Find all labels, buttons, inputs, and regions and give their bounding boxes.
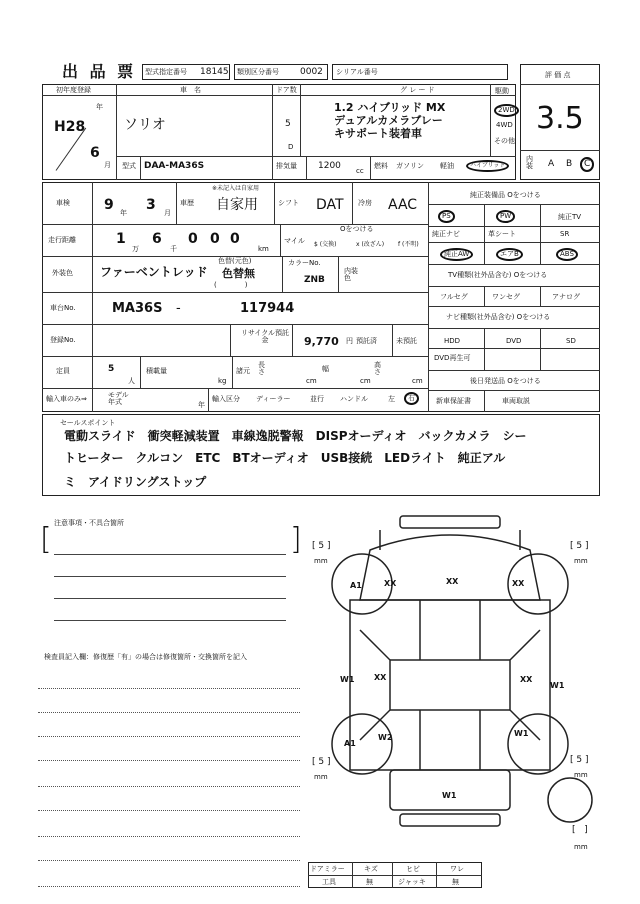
model-year-unit: 年 [198, 401, 205, 409]
certify-label: 型式指定番号 [145, 68, 187, 76]
model-label: 型式 [122, 162, 136, 170]
history-note: ※未記入は自家用 [212, 185, 260, 192]
recycle-unit: 円 [346, 337, 353, 345]
mark-w2: W2 [378, 733, 393, 742]
interior-a: A [548, 159, 555, 169]
mileage-d4: 0 [210, 231, 220, 247]
mark-w1-left: W1 [340, 675, 355, 684]
displacement-value: 1200 [318, 161, 341, 171]
color-value: ファーベントレッド [100, 265, 208, 279]
table-r2: 無 [366, 878, 373, 886]
serial-label: シリアル番号 [336, 68, 378, 76]
reg-label: 初年度登録 [56, 86, 91, 94]
chassis-dash: - [176, 301, 181, 316]
color-code: ZNB [304, 275, 325, 285]
inspection-month-unit: 月 [164, 209, 171, 217]
table-h3: ヒビ [406, 865, 420, 873]
equip-title: 純正装備品 Oをつける [470, 191, 541, 199]
mileage-label: 走行距離 [48, 236, 76, 244]
height-label: 高さ [374, 361, 381, 376]
fuel-gasoline: ガソリン [396, 162, 424, 170]
load-label: 積載量 [146, 367, 167, 375]
equip-pw: PW [496, 210, 515, 223]
aircon-value: AAC [388, 197, 418, 213]
mile-unknown: f (不明) [398, 241, 419, 248]
equip-navi: 純正ナビ [432, 230, 460, 238]
sales-line1: 電動スライド 衝突軽減装置 車線逸脱警報 DISPオーディオ バックカメラ シー [64, 429, 527, 443]
mm-unit-left-top: mm [314, 557, 328, 565]
table-r4: 無 [452, 878, 459, 886]
recycle-unpaid: 未預託 [396, 337, 417, 345]
doors-count: 5 [285, 119, 291, 129]
mm-label-right-bottom: [ 5 ] [570, 755, 589, 765]
rating-score: 3.5 [536, 101, 584, 136]
import-kubun: 輸入区分 [212, 395, 240, 403]
inspection-year: 9 [104, 197, 114, 213]
class-label: 類別区分番号 [237, 68, 279, 76]
mileage-d1: 1 [116, 231, 126, 247]
equip-ps: PS [438, 210, 455, 223]
later-title: 後日発送品 Oをつける [470, 377, 541, 385]
sales-label: セールスポイント [60, 419, 116, 427]
navi-dvd: DVD [506, 337, 522, 345]
class-number: 0002 [300, 67, 323, 77]
width-unit: cm [360, 377, 371, 385]
reg-month-label: 月 [104, 161, 111, 169]
mark-xx-mr: XX [520, 675, 533, 684]
chassis-prefix: MA36S [112, 301, 163, 316]
mark-xx-fr: XX [512, 579, 525, 588]
equip-tv: 純正TV [558, 213, 582, 221]
mileage-d5: 0 [230, 231, 240, 247]
color-change-label: 色替(元色) [218, 257, 252, 265]
drive-label: 駆動 [495, 87, 509, 95]
table-h2: キズ [364, 865, 378, 873]
color-code-label: カラーNo. [288, 259, 321, 267]
tv-fullseg: フルセグ [440, 293, 468, 301]
shift-value: DAT [316, 197, 344, 213]
recycle-label: リサイクル預託金 [240, 329, 290, 344]
handle-right: 右 [404, 392, 419, 405]
equip-aw: 純正AW [440, 248, 473, 261]
aircon-label: 冷房 [358, 199, 372, 207]
import-label: 輸入車のみ⇒ [46, 395, 87, 403]
grade-label: グ レ ー ド [400, 86, 435, 94]
model-year-label: モデル年式 [108, 391, 129, 406]
rating-label: 評 価 点 [545, 71, 571, 79]
mm-label-bottom: [ ] [572, 825, 588, 835]
navi-hdd: HDD [444, 337, 461, 345]
mark-xx-top: XX [446, 577, 459, 586]
handle-left: 左 [388, 395, 395, 403]
mark-a1-top: A1 [350, 581, 362, 590]
dvd-playback: DVD再生可 [434, 354, 471, 362]
later-warranty: 新車保証書 [436, 397, 471, 405]
inspection-label: 車検 [56, 199, 70, 207]
doors-suffix: D [288, 143, 294, 151]
mark-w1-right: W1 [550, 681, 565, 690]
notes-bracket-left: [ [40, 522, 52, 557]
chassis-label: 車台No. [50, 304, 76, 312]
name-label: 車 名 [180, 86, 201, 94]
navitype-title: ナビ種類(社外品含む) Oをつける [446, 313, 551, 321]
later-manual: 車両取説 [502, 397, 530, 405]
displacement-label: 排気量 [276, 162, 297, 170]
reg-year-label: 年 [96, 103, 103, 111]
grade-line3: キサポート装着車 [334, 127, 422, 140]
mm-unit-bottom: mm [574, 843, 588, 851]
import-dealer: ディーラー [256, 395, 291, 403]
model-code: DAA-MA36S [144, 161, 205, 171]
grade-line2: デュアルカメラブレー [334, 114, 443, 127]
drive-2wd: 2WD [494, 104, 519, 117]
doors-label: ドア数 [276, 86, 297, 94]
mark-w1-bottom-right: W1 [514, 729, 529, 738]
color-paren: ( ) [214, 281, 248, 289]
mark-w1-rear: W1 [442, 791, 457, 800]
shift-label: シフト [278, 199, 299, 207]
equip-leather: 革シート [488, 230, 516, 238]
length-label: 長さ [258, 361, 265, 376]
displacement-unit: cc [356, 167, 364, 175]
mm-unit-left-bottom: mm [314, 773, 328, 781]
sales-line3: ミ アイドリングストップ [64, 475, 207, 489]
mm-label-left-bottom: [ 5 ] [312, 757, 331, 767]
mm-label-left-top: [ 5 ] [312, 541, 331, 551]
mm-unit-right-bottom: mm [574, 771, 588, 779]
import-parallel: 並行 [310, 395, 324, 403]
interior-c: C [580, 157, 594, 172]
mile-label: マイル [284, 237, 305, 245]
tvtype-title: TV種類(社外品含む) Oをつける [448, 271, 548, 279]
navi-sd: SD [566, 337, 576, 345]
mileage-man: 万 [132, 245, 139, 253]
mark-xx-fl: XX [384, 579, 397, 588]
sales-line2: トヒーター クルコン ETC BTオーディオ USB接続 LEDライト 純正アル [64, 451, 506, 465]
mile-circle-note: Oをつける [340, 225, 374, 233]
fuel-hybrid: ハイブリッド [466, 160, 509, 172]
equip-abs: ABS [556, 248, 578, 261]
fuel-diesel: 軽油 [440, 162, 454, 170]
certify-number: 18145 [200, 67, 229, 77]
height-unit: cm [412, 377, 423, 385]
mileage-d2: 6 [152, 231, 162, 247]
load-unit: kg [218, 377, 227, 385]
interior-b: B [566, 159, 573, 169]
inspection-year-unit: 年 [120, 209, 127, 217]
tv-analog: アナログ [552, 293, 580, 301]
capacity-value: 5 [108, 364, 115, 374]
recycle-value: 9,770 [304, 335, 339, 348]
car-damage-diagram [300, 510, 600, 870]
table-h1: ドアミラー [310, 865, 345, 873]
dims-label: 諸元 [236, 367, 250, 375]
mileage-sen: 千 [170, 245, 177, 253]
mile-tamper: x (改ざん) [356, 241, 385, 248]
table-r3: ジャッキ [398, 878, 426, 886]
page-title: 出 品 票 [62, 62, 137, 81]
mm-label-right-top: [ 5 ] [570, 541, 589, 551]
table-r1: 工具 [322, 878, 336, 886]
length-unit: cm [306, 377, 317, 385]
chassis-number: 117944 [240, 301, 295, 316]
fuel-label: 燃料 [374, 162, 388, 170]
history-value: 自家用 [216, 197, 258, 213]
table-h4: ワレ [450, 865, 464, 873]
mileage-km: km [258, 245, 269, 253]
mile-exchange: $ (交換) [314, 241, 337, 248]
inspector-note: 検査員記入欄：修復歴「有」の場合は修復箇所・交換箇所を記入 [44, 653, 247, 661]
inspection-month: 3 [146, 197, 156, 213]
color-change-value: 色替無 [222, 267, 255, 280]
interior-label: 内装 [526, 155, 533, 170]
mark-a1-bottom: A1 [344, 739, 356, 748]
capacity-label: 定員 [56, 367, 70, 375]
notes-label: 注意事項・不具合箇所 [54, 519, 124, 527]
interior-color-label: 内装色 [344, 267, 358, 282]
regno-label: 登録No. [50, 336, 76, 344]
reg-era: H28 [54, 119, 86, 135]
drive-other: その他 [494, 137, 515, 145]
tv-oneseg: ワンセグ [492, 293, 520, 301]
handle-label: ハンドル [340, 395, 368, 403]
color-label: 外装色 [52, 269, 73, 277]
width-label: 幅 [322, 365, 329, 373]
history-label: 車歴 [180, 199, 194, 207]
reg-month: 6 [90, 145, 100, 161]
notes-bracket-right: ] [290, 522, 302, 557]
drive-4wd: 4WD [496, 121, 513, 129]
equip-sr: SR [560, 230, 570, 238]
car-name: ソリオ [124, 117, 166, 133]
recycle-paid: 預託済 [356, 337, 377, 345]
capacity-unit: 人 [128, 377, 135, 385]
mm-unit-right-top: mm [574, 557, 588, 565]
equip-airbag: エアB [496, 248, 523, 261]
mark-xx-ml: XX [374, 673, 387, 682]
grade-line1: 1.2 ハイブリッド MX [334, 101, 446, 114]
mileage-d3: 0 [188, 231, 198, 247]
